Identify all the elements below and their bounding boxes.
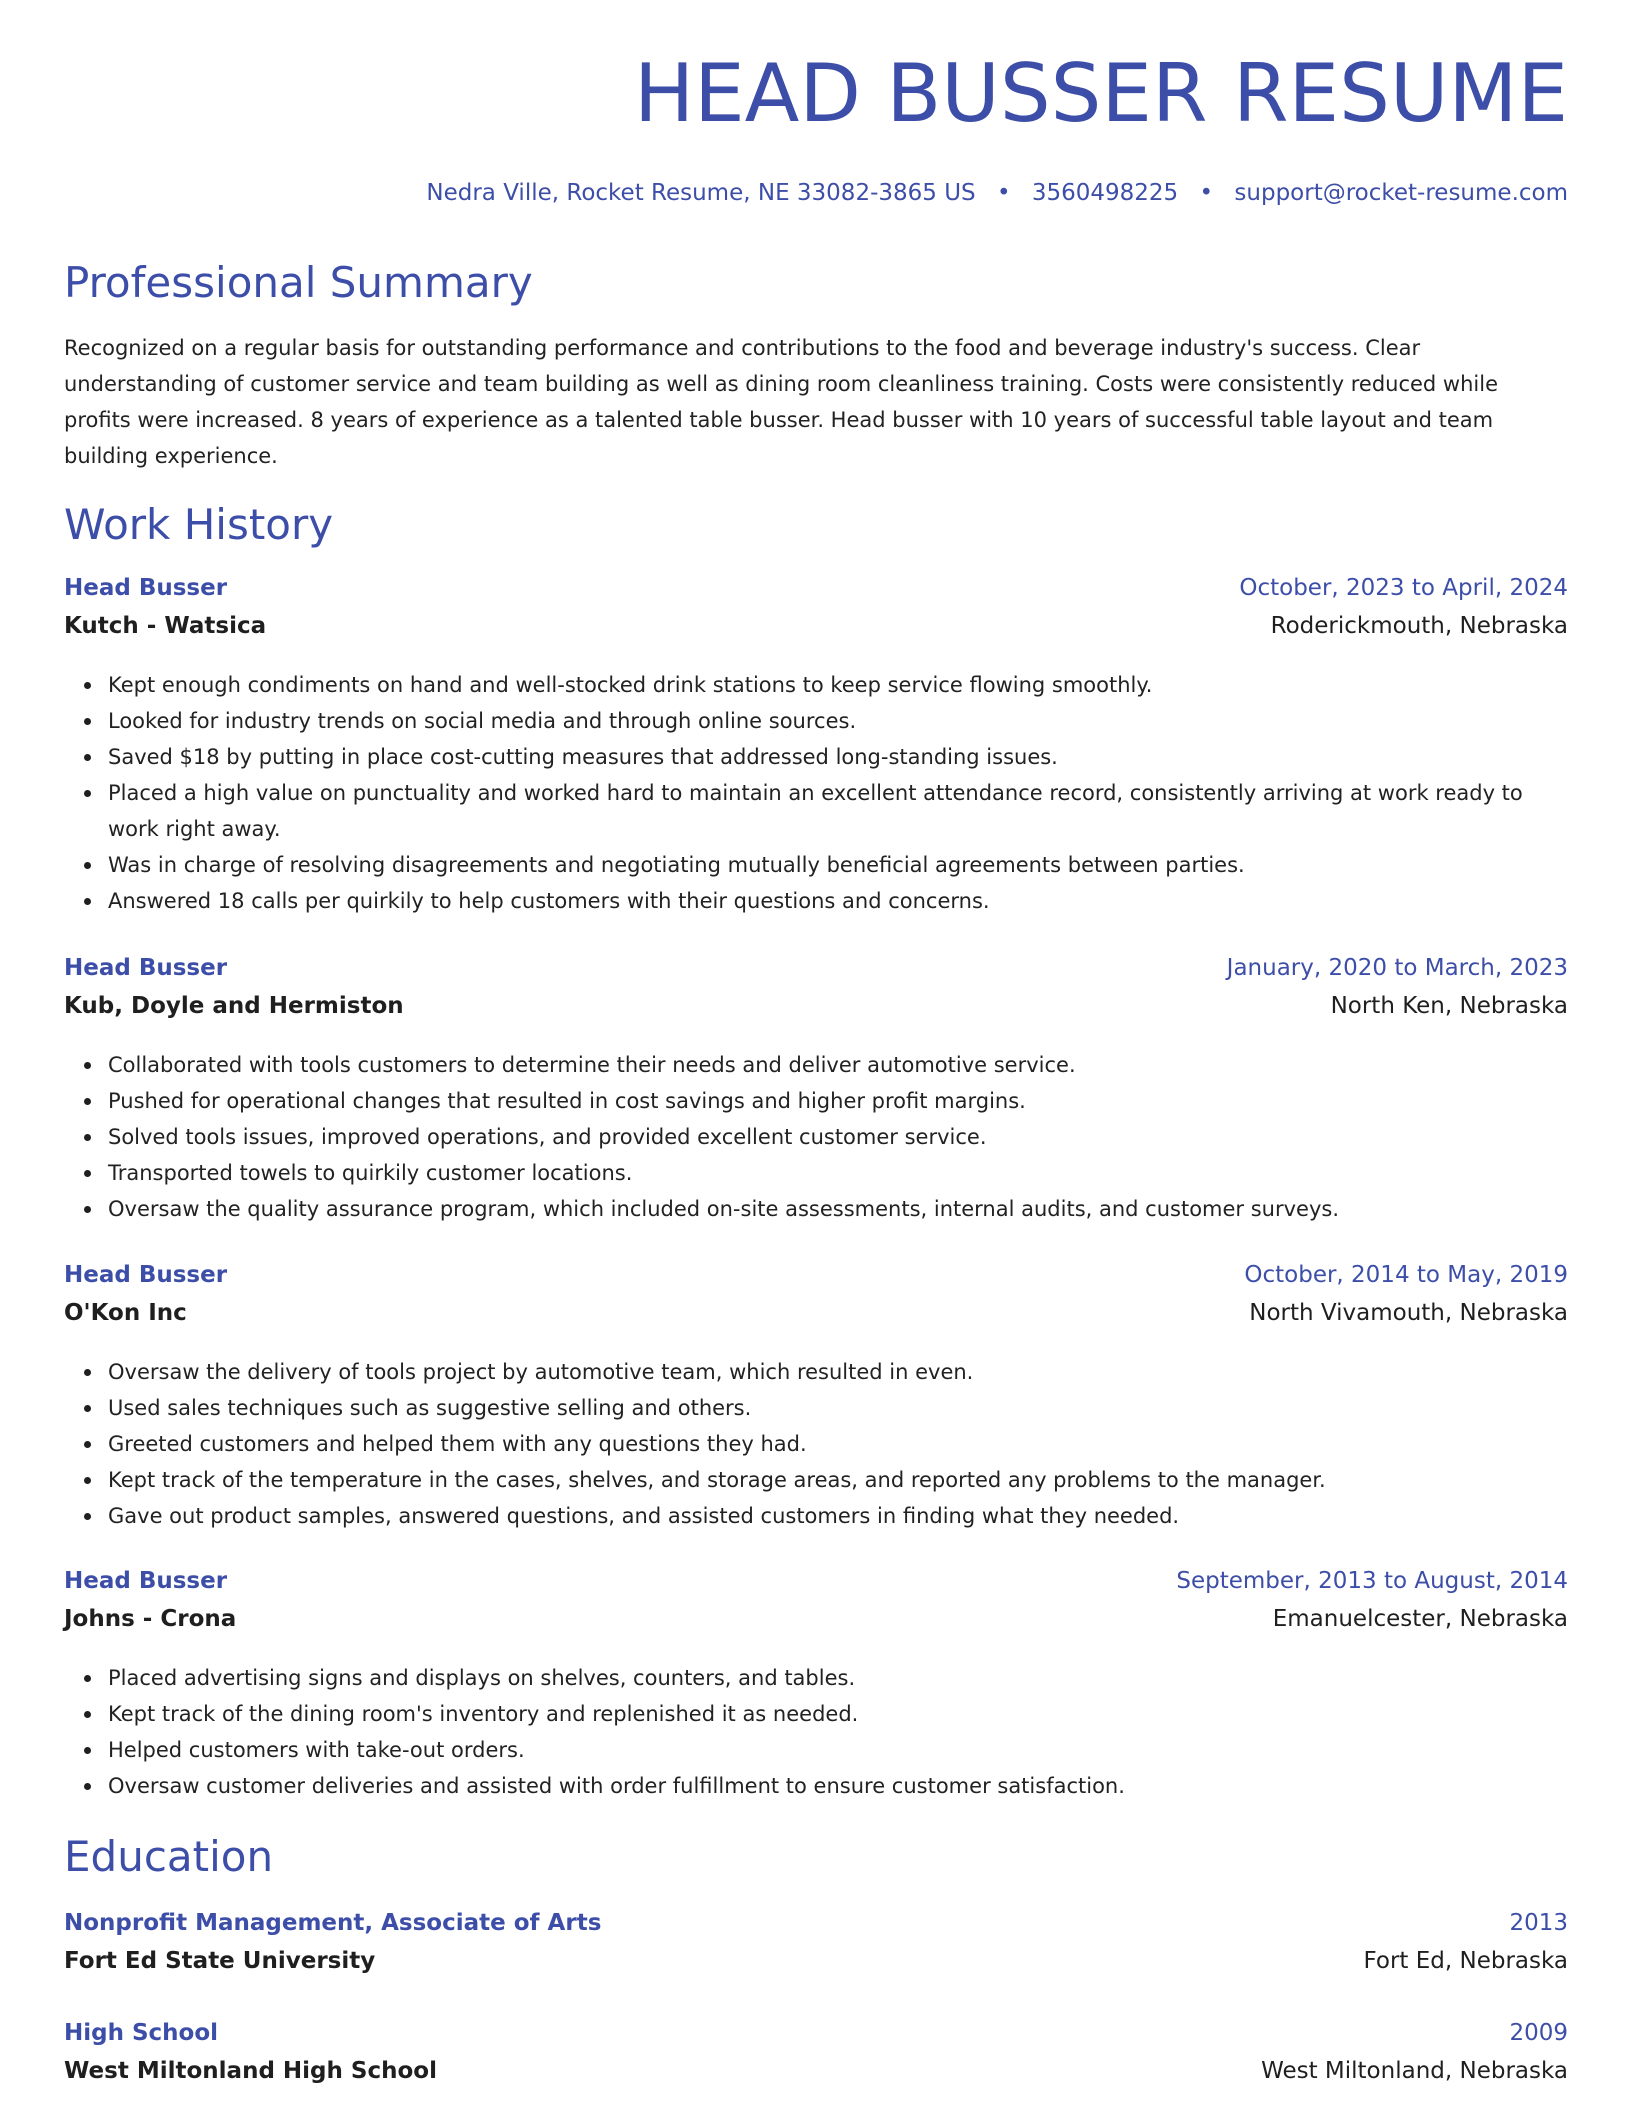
education-entry [64, 1910, 1568, 1986]
job-bullet: Solved tools issues, improved operations, and provided excellent customer service. [108, 1119, 1568, 1155]
job-location: North Ken, Nebraska [1330, 993, 1568, 1019]
job-bullet: Was in charge of resolving disagreements and negotiating mutually beneficial agreements between parties. [108, 847, 1568, 883]
job-location: Roderickmouth, Nebraska [1270, 613, 1568, 639]
job-bullet: Oversaw customer deliveries and assisted with order fulfillment to ensure customer satisfaction. [108, 1768, 1568, 1804]
job-bullet: Placed a high value on punctuality and worked hard to maintain an excellent attendance record, consistently arriving at work ready to work right away. [108, 775, 1568, 847]
job-bullet: Gave out product samples, answered questions, and assisted customers in finding what they needed. [108, 1498, 1568, 1534]
job-bullet: Looked for industry trends on social media and through online sources. [108, 703, 1568, 739]
education-year: 2009 [1509, 2020, 1568, 2046]
job-bullets [64, 1047, 1568, 1227]
job-bullet: Oversaw the quality assurance program, which included on-site assessments, internal audits, and customer surveys. [108, 1191, 1568, 1227]
job-bullet: Pushed for operational changes that resulted in cost savings and higher profit margins. [108, 1083, 1568, 1119]
education-location: West Miltonland, Nebraska [1261, 2058, 1568, 2084]
education-location: Fort Ed, Nebraska [1363, 1948, 1568, 1974]
education-school: West Miltonland High School [64, 2058, 437, 2084]
section-heading-summary: Professional Summary [64, 258, 533, 307]
job-dates: January, 2020 to March, 2023 [1226, 955, 1568, 981]
job-dates: October, 2014 to May, 2019 [1244, 1262, 1568, 1288]
section-heading-work-history: Work History [64, 500, 334, 549]
contact-address: Nedra Ville, Rocket Resume, NE 33082-3865 US [426, 180, 976, 206]
job-bullet: Answered 18 calls per quirkily to help customers with their questions and concerns. [108, 883, 1568, 919]
job-bullet: Greeted customers and helped them with any questions they had. [108, 1426, 1568, 1462]
job-bullets [64, 1660, 1568, 1804]
job-bullet: Collaborated with tools customers to determine their needs and deliver automotive service. [108, 1047, 1568, 1083]
job-bullet: Kept enough condiments on hand and well-stocked drink stations to keep service flowing smoothly. [108, 667, 1568, 703]
job-title: Head Busser [64, 1568, 228, 1594]
job-bullets [64, 1354, 1568, 1534]
education-degree: Nonprofit Management, Associate of Arts [64, 1910, 602, 1936]
job-bullet: Used sales techniques such as suggestive selling and others. [108, 1390, 1568, 1426]
job-entry [64, 1262, 1568, 1534]
job-bullet: Transported towels to quirkily customer locations. [108, 1155, 1568, 1191]
job-company: O'Kon Inc [64, 1300, 187, 1326]
education-degree: High School [64, 2020, 219, 2046]
job-company: Kutch - Watsica [64, 613, 267, 639]
contact-email[interactable]: support@rocket-resume.com [1234, 180, 1568, 206]
job-title: Head Busser [64, 575, 228, 601]
job-title: Head Busser [64, 955, 228, 981]
job-bullet: Placed advertising signs and displays on shelves, counters, and tables. [108, 1660, 1568, 1696]
job-bullet: Kept track of the temperature in the cases, shelves, and storage areas, and reported any problems to the manager. [108, 1462, 1568, 1498]
education-school: Fort Ed State University [64, 1948, 376, 1974]
job-bullet: Oversaw the delivery of tools project by automotive team, which resulted in even. [108, 1354, 1568, 1390]
job-dates: October, 2023 to April, 2024 [1239, 575, 1568, 601]
job-bullet: Kept track of the dining room's inventory and replenished it as needed. [108, 1696, 1568, 1732]
job-location: North Vivamouth, Nebraska [1249, 1300, 1568, 1326]
job-company: Johns - Crona [64, 1606, 237, 1632]
job-location: Emanuelcester, Nebraska [1272, 1606, 1568, 1632]
contact-phone: 3560498225 [1031, 180, 1179, 206]
contact-separator: • [1199, 180, 1214, 206]
job-company: Kub, Doyle and Hermiston [64, 993, 404, 1019]
job-title: Head Busser [64, 1262, 228, 1288]
job-dates: September, 2013 to August, 2014 [1176, 1568, 1568, 1594]
education-entry [64, 2020, 1568, 2096]
job-entry [64, 1568, 1568, 1804]
job-entry [64, 575, 1568, 919]
summary-text: Recognized on a regular basis for outstanding performance and contributions to the food and beverage industry's success. Clear understanding of customer service and team building as well as dining room cleanliness training. Costs were consistently reduced while profits were increased. 8 years of experience as a talented table busser. Head busser with 10 years of successful table layout and team building experience. [64, 336, 1499, 468]
contact-separator: • [996, 180, 1011, 206]
job-bullet: Helped customers with take-out orders. [108, 1732, 1568, 1768]
resume-title: HEAD BUSSER RESUME [633, 47, 1568, 140]
job-bullet: Saved $18 by putting in place cost-cutting measures that addressed long-standing issues. [108, 739, 1568, 775]
contact-line [426, 180, 1568, 206]
section-heading-education: Education [64, 1832, 274, 1881]
job-bullets [64, 667, 1568, 919]
job-entry [64, 955, 1568, 1227]
education-year: 2013 [1509, 1910, 1568, 1936]
